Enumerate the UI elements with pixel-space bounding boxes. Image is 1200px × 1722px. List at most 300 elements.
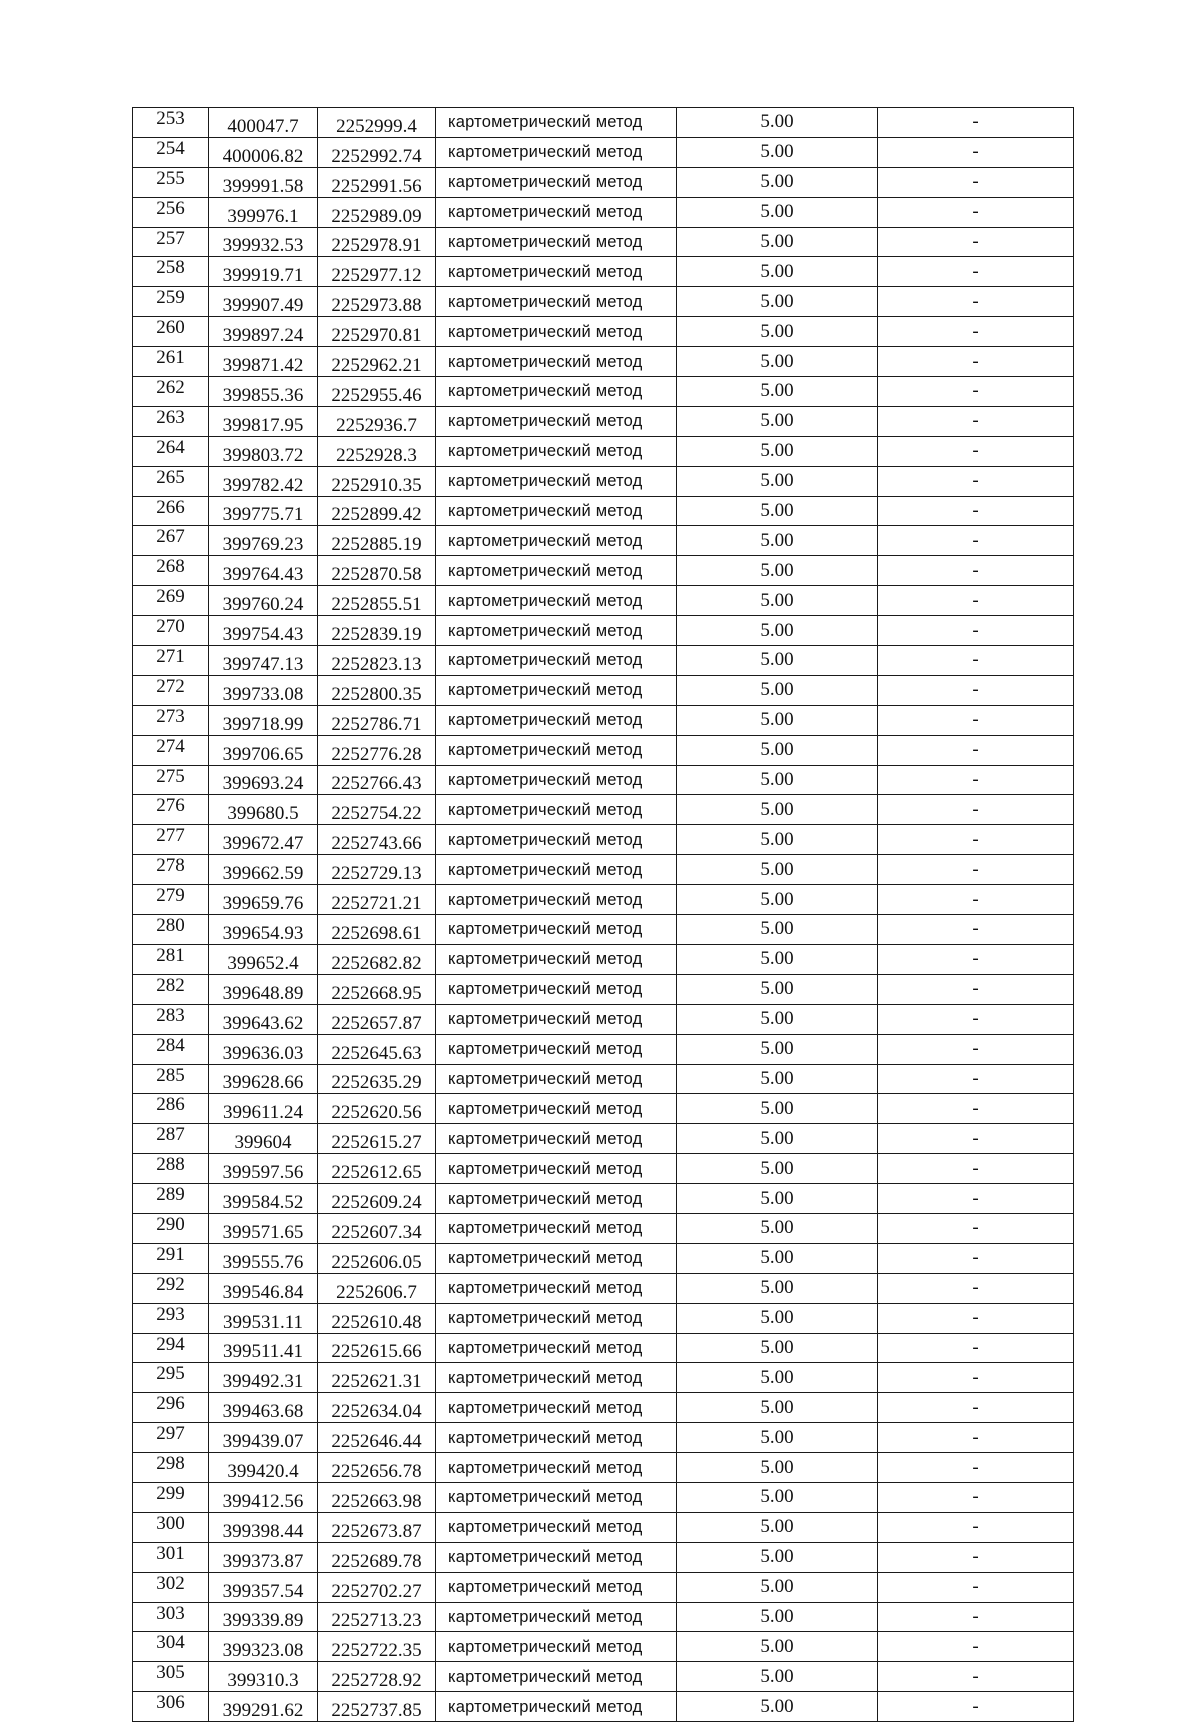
x-coordinate-cell: 399412.56 bbox=[209, 1482, 318, 1512]
point-number-cell: 306 bbox=[133, 1692, 209, 1722]
method-cell: картометрический метод bbox=[436, 167, 677, 197]
method-cell: картометрический метод bbox=[436, 1393, 677, 1423]
x-coordinate-cell: 399373.87 bbox=[209, 1542, 318, 1572]
table-row bbox=[133, 974, 1074, 1004]
description-cell: - bbox=[878, 885, 1074, 915]
method-cell: картометрический метод bbox=[436, 885, 677, 915]
y-coordinate-cell: 2252928.3 bbox=[318, 436, 436, 466]
method-cell: картометрический метод bbox=[436, 1184, 677, 1214]
method-cell: картометрический метод bbox=[436, 1572, 677, 1602]
point-number-cell: 290 bbox=[133, 1213, 209, 1243]
method-cell: картометрический метод bbox=[436, 1243, 677, 1273]
table-row bbox=[133, 1453, 1074, 1483]
point-number-cell: 269 bbox=[133, 586, 209, 616]
method-cell: картометрический метод bbox=[436, 1632, 677, 1662]
method-cell: картометрический метод bbox=[436, 825, 677, 855]
x-coordinate-cell: 399976.1 bbox=[209, 197, 318, 227]
method-cell: картометрический метод bbox=[436, 944, 677, 974]
accuracy-cell: 5.00 bbox=[677, 1393, 878, 1423]
point-number-cell: 292 bbox=[133, 1273, 209, 1303]
x-coordinate-cell: 399323.08 bbox=[209, 1632, 318, 1662]
description-cell: - bbox=[878, 347, 1074, 377]
x-coordinate-cell: 399571.65 bbox=[209, 1213, 318, 1243]
method-cell: картометрический метод bbox=[436, 526, 677, 556]
point-number-cell: 277 bbox=[133, 825, 209, 855]
method-cell: картометрический метод bbox=[436, 855, 677, 885]
table-row bbox=[133, 1602, 1074, 1632]
x-coordinate-cell: 399680.5 bbox=[209, 795, 318, 825]
point-number-cell: 288 bbox=[133, 1154, 209, 1184]
point-number-cell: 273 bbox=[133, 705, 209, 735]
accuracy-cell: 5.00 bbox=[677, 915, 878, 945]
y-coordinate-cell: 2252682.82 bbox=[318, 944, 436, 974]
accuracy-cell: 5.00 bbox=[677, 1243, 878, 1273]
y-coordinate-cell: 2252955.46 bbox=[318, 377, 436, 407]
point-number-cell: 291 bbox=[133, 1243, 209, 1273]
x-coordinate-cell: 399733.08 bbox=[209, 675, 318, 705]
accuracy-cell: 5.00 bbox=[677, 944, 878, 974]
description-cell: - bbox=[878, 1393, 1074, 1423]
x-coordinate-cell: 400047.7 bbox=[209, 108, 318, 138]
table-row bbox=[133, 167, 1074, 197]
accuracy-cell: 5.00 bbox=[677, 466, 878, 496]
description-cell: - bbox=[878, 735, 1074, 765]
description-cell: - bbox=[878, 1542, 1074, 1572]
x-coordinate-cell: 399919.71 bbox=[209, 257, 318, 287]
y-coordinate-cell: 2252973.88 bbox=[318, 287, 436, 317]
table-row bbox=[133, 1692, 1074, 1722]
table-row bbox=[133, 1662, 1074, 1692]
method-cell: картометрический метод bbox=[436, 1423, 677, 1453]
point-number-cell: 279 bbox=[133, 885, 209, 915]
y-coordinate-cell: 2252607.34 bbox=[318, 1213, 436, 1243]
method-cell: картометрический метод bbox=[436, 227, 677, 257]
point-number-cell: 294 bbox=[133, 1333, 209, 1363]
description-cell: - bbox=[878, 257, 1074, 287]
description-cell: - bbox=[878, 1572, 1074, 1602]
point-number-cell: 271 bbox=[133, 646, 209, 676]
y-coordinate-cell: 2252729.13 bbox=[318, 855, 436, 885]
method-cell: картометрический метод bbox=[436, 1064, 677, 1094]
accuracy-cell: 5.00 bbox=[677, 974, 878, 1004]
point-number-cell: 301 bbox=[133, 1542, 209, 1572]
method-cell: картометрический метод bbox=[436, 257, 677, 287]
accuracy-cell: 5.00 bbox=[677, 1303, 878, 1333]
table-row bbox=[133, 1273, 1074, 1303]
description-cell: - bbox=[878, 974, 1074, 1004]
y-coordinate-cell: 2252621.31 bbox=[318, 1363, 436, 1393]
description-cell: - bbox=[878, 586, 1074, 616]
table-row bbox=[133, 556, 1074, 586]
table-row bbox=[133, 1542, 1074, 1572]
point-number-cell: 304 bbox=[133, 1632, 209, 1662]
method-cell: картометрический метод bbox=[436, 974, 677, 1004]
x-coordinate-cell: 399339.89 bbox=[209, 1602, 318, 1632]
y-coordinate-cell: 2252656.78 bbox=[318, 1453, 436, 1483]
method-cell: картометрический метод bbox=[436, 1004, 677, 1034]
y-coordinate-cell: 2252702.27 bbox=[318, 1572, 436, 1602]
y-coordinate-cell: 2252977.12 bbox=[318, 257, 436, 287]
x-coordinate-cell: 399398.44 bbox=[209, 1512, 318, 1542]
method-cell: картометрический метод bbox=[436, 108, 677, 138]
point-number-cell: 303 bbox=[133, 1602, 209, 1632]
method-cell: картометрический метод bbox=[436, 795, 677, 825]
point-number-cell: 287 bbox=[133, 1124, 209, 1154]
description-cell: - bbox=[878, 1632, 1074, 1662]
y-coordinate-cell: 2252800.35 bbox=[318, 675, 436, 705]
y-coordinate-cell: 2252698.61 bbox=[318, 915, 436, 945]
table-row bbox=[133, 1632, 1074, 1662]
accuracy-cell: 5.00 bbox=[677, 1184, 878, 1214]
accuracy-cell: 5.00 bbox=[677, 287, 878, 317]
y-coordinate-cell: 2252673.87 bbox=[318, 1512, 436, 1542]
method-cell: картометрический метод bbox=[436, 1094, 677, 1124]
description-cell: - bbox=[878, 1004, 1074, 1034]
point-number-cell: 256 bbox=[133, 197, 209, 227]
accuracy-cell: 5.00 bbox=[677, 1154, 878, 1184]
point-number-cell: 263 bbox=[133, 406, 209, 436]
description-cell: - bbox=[878, 556, 1074, 586]
accuracy-cell: 5.00 bbox=[677, 1004, 878, 1034]
accuracy-cell: 5.00 bbox=[677, 1034, 878, 1064]
accuracy-cell: 5.00 bbox=[677, 257, 878, 287]
method-cell: картометрический метод bbox=[436, 1363, 677, 1393]
method-cell: картометрический метод bbox=[436, 1482, 677, 1512]
method-cell: картометрический метод bbox=[436, 1453, 677, 1483]
accuracy-cell: 5.00 bbox=[677, 137, 878, 167]
method-cell: картометрический метод bbox=[436, 675, 677, 705]
description-cell: - bbox=[878, 317, 1074, 347]
x-coordinate-cell: 399764.43 bbox=[209, 556, 318, 586]
method-cell: картометрический метод bbox=[436, 1602, 677, 1632]
point-number-cell: 272 bbox=[133, 675, 209, 705]
x-coordinate-cell: 399511.41 bbox=[209, 1333, 318, 1363]
x-coordinate-cell: 399871.42 bbox=[209, 347, 318, 377]
x-coordinate-cell: 399310.3 bbox=[209, 1662, 318, 1692]
point-number-cell: 302 bbox=[133, 1572, 209, 1602]
table-row bbox=[133, 616, 1074, 646]
table-row bbox=[133, 1094, 1074, 1124]
method-cell: картометрический метод bbox=[436, 496, 677, 526]
y-coordinate-cell: 2252766.43 bbox=[318, 765, 436, 795]
accuracy-cell: 5.00 bbox=[677, 586, 878, 616]
method-cell: картометрический метод bbox=[436, 735, 677, 765]
method-cell: картометрический метод bbox=[436, 406, 677, 436]
y-coordinate-cell: 2252620.56 bbox=[318, 1094, 436, 1124]
table-row bbox=[133, 1154, 1074, 1184]
point-number-cell: 280 bbox=[133, 915, 209, 945]
accuracy-cell: 5.00 bbox=[677, 496, 878, 526]
method-cell: картометрический метод bbox=[436, 1213, 677, 1243]
description-cell: - bbox=[878, 1034, 1074, 1064]
description-cell: - bbox=[878, 855, 1074, 885]
method-cell: картометрический метод bbox=[436, 347, 677, 377]
y-coordinate-cell: 2252609.24 bbox=[318, 1184, 436, 1214]
table-row bbox=[133, 855, 1074, 885]
accuracy-cell: 5.00 bbox=[677, 825, 878, 855]
method-cell: картометрический метод bbox=[436, 466, 677, 496]
table-row bbox=[133, 108, 1074, 138]
description-cell: - bbox=[878, 1333, 1074, 1363]
y-coordinate-cell: 2252646.44 bbox=[318, 1423, 436, 1453]
table-row bbox=[133, 227, 1074, 257]
point-number-cell: 270 bbox=[133, 616, 209, 646]
table-row bbox=[133, 436, 1074, 466]
y-coordinate-cell: 2252978.91 bbox=[318, 227, 436, 257]
x-coordinate-cell: 399643.62 bbox=[209, 1004, 318, 1034]
y-coordinate-cell: 2252999.4 bbox=[318, 108, 436, 138]
y-coordinate-cell: 2252737.85 bbox=[318, 1692, 436, 1722]
accuracy-cell: 5.00 bbox=[677, 556, 878, 586]
table-row bbox=[133, 1064, 1074, 1094]
x-coordinate-cell: 399628.66 bbox=[209, 1064, 318, 1094]
point-number-cell: 293 bbox=[133, 1303, 209, 1333]
y-coordinate-cell: 2252776.28 bbox=[318, 735, 436, 765]
point-number-cell: 264 bbox=[133, 436, 209, 466]
x-coordinate-cell: 399817.95 bbox=[209, 406, 318, 436]
table-row bbox=[133, 1393, 1074, 1423]
table-row bbox=[133, 287, 1074, 317]
table-row bbox=[133, 885, 1074, 915]
point-number-cell: 283 bbox=[133, 1004, 209, 1034]
table-row bbox=[133, 347, 1074, 377]
point-number-cell: 296 bbox=[133, 1393, 209, 1423]
method-cell: картометрический метод bbox=[436, 1124, 677, 1154]
point-number-cell: 286 bbox=[133, 1094, 209, 1124]
accuracy-cell: 5.00 bbox=[677, 1064, 878, 1094]
point-number-cell: 268 bbox=[133, 556, 209, 586]
point-number-cell: 267 bbox=[133, 526, 209, 556]
description-cell: - bbox=[878, 496, 1074, 526]
table-row bbox=[133, 765, 1074, 795]
table-row bbox=[133, 1303, 1074, 1333]
accuracy-cell: 5.00 bbox=[677, 1662, 878, 1692]
y-coordinate-cell: 2252839.19 bbox=[318, 616, 436, 646]
y-coordinate-cell: 2252689.78 bbox=[318, 1542, 436, 1572]
x-coordinate-cell: 399932.53 bbox=[209, 227, 318, 257]
point-number-cell: 262 bbox=[133, 377, 209, 407]
description-cell: - bbox=[878, 1692, 1074, 1722]
method-cell: картометрический метод bbox=[436, 1662, 677, 1692]
description-cell: - bbox=[878, 1124, 1074, 1154]
y-coordinate-cell: 2252992.74 bbox=[318, 137, 436, 167]
y-coordinate-cell: 2252645.63 bbox=[318, 1034, 436, 1064]
method-cell: картометрический метод bbox=[436, 1034, 677, 1064]
description-cell: - bbox=[878, 1184, 1074, 1214]
point-number-cell: 259 bbox=[133, 287, 209, 317]
accuracy-cell: 5.00 bbox=[677, 646, 878, 676]
x-coordinate-cell: 399654.93 bbox=[209, 915, 318, 945]
description-cell: - bbox=[878, 825, 1074, 855]
description-cell: - bbox=[878, 1453, 1074, 1483]
point-number-cell: 255 bbox=[133, 167, 209, 197]
accuracy-cell: 5.00 bbox=[677, 1542, 878, 1572]
description-cell: - bbox=[878, 765, 1074, 795]
point-number-cell: 266 bbox=[133, 496, 209, 526]
x-coordinate-cell: 400006.82 bbox=[209, 137, 318, 167]
accuracy-cell: 5.00 bbox=[677, 1692, 878, 1722]
x-coordinate-cell: 399672.47 bbox=[209, 825, 318, 855]
table-row bbox=[133, 257, 1074, 287]
description-cell: - bbox=[878, 1602, 1074, 1632]
description-cell: - bbox=[878, 915, 1074, 945]
point-number-cell: 253 bbox=[133, 108, 209, 138]
accuracy-cell: 5.00 bbox=[677, 616, 878, 646]
method-cell: картометрический метод bbox=[436, 765, 677, 795]
method-cell: картометрический метод bbox=[436, 137, 677, 167]
x-coordinate-cell: 399855.36 bbox=[209, 377, 318, 407]
description-cell: - bbox=[878, 377, 1074, 407]
method-cell: картометрический метод bbox=[436, 1692, 677, 1722]
coordinates-table bbox=[132, 107, 1074, 1722]
y-coordinate-cell: 2252663.98 bbox=[318, 1482, 436, 1512]
accuracy-cell: 5.00 bbox=[677, 167, 878, 197]
x-coordinate-cell: 399659.76 bbox=[209, 885, 318, 915]
method-cell: картометрический метод bbox=[436, 287, 677, 317]
y-coordinate-cell: 2252713.23 bbox=[318, 1602, 436, 1632]
table-row bbox=[133, 1034, 1074, 1064]
description-cell: - bbox=[878, 108, 1074, 138]
point-number-cell: 281 bbox=[133, 944, 209, 974]
description-cell: - bbox=[878, 227, 1074, 257]
method-cell: картометрический метод bbox=[436, 915, 677, 945]
accuracy-cell: 5.00 bbox=[677, 1632, 878, 1662]
accuracy-cell: 5.00 bbox=[677, 1124, 878, 1154]
x-coordinate-cell: 399907.49 bbox=[209, 287, 318, 317]
x-coordinate-cell: 399604 bbox=[209, 1124, 318, 1154]
accuracy-cell: 5.00 bbox=[677, 735, 878, 765]
table-row bbox=[133, 317, 1074, 347]
y-coordinate-cell: 2252786.71 bbox=[318, 705, 436, 735]
method-cell: картометрический метод bbox=[436, 377, 677, 407]
y-coordinate-cell: 2252991.56 bbox=[318, 167, 436, 197]
x-coordinate-cell: 399546.84 bbox=[209, 1273, 318, 1303]
point-number-cell: 274 bbox=[133, 735, 209, 765]
y-coordinate-cell: 2252606.05 bbox=[318, 1243, 436, 1273]
method-cell: картометрический метод bbox=[436, 616, 677, 646]
accuracy-cell: 5.00 bbox=[677, 1572, 878, 1602]
point-number-cell: 257 bbox=[133, 227, 209, 257]
method-cell: картометрический метод bbox=[436, 317, 677, 347]
table-row bbox=[133, 496, 1074, 526]
y-coordinate-cell: 2252743.66 bbox=[318, 825, 436, 855]
point-number-cell: 305 bbox=[133, 1662, 209, 1692]
accuracy-cell: 5.00 bbox=[677, 377, 878, 407]
x-coordinate-cell: 399463.68 bbox=[209, 1393, 318, 1423]
method-cell: картометрический метод bbox=[436, 1512, 677, 1542]
point-number-cell: 284 bbox=[133, 1034, 209, 1064]
x-coordinate-cell: 399439.07 bbox=[209, 1423, 318, 1453]
accuracy-cell: 5.00 bbox=[677, 675, 878, 705]
method-cell: картометрический метод bbox=[436, 556, 677, 586]
method-cell: картометрический метод bbox=[436, 705, 677, 735]
table-row bbox=[133, 526, 1074, 556]
x-coordinate-cell: 399636.03 bbox=[209, 1034, 318, 1064]
table-row bbox=[133, 735, 1074, 765]
description-cell: - bbox=[878, 616, 1074, 646]
point-number-cell: 289 bbox=[133, 1184, 209, 1214]
description-cell: - bbox=[878, 1303, 1074, 1333]
accuracy-cell: 5.00 bbox=[677, 1602, 878, 1632]
y-coordinate-cell: 2252970.81 bbox=[318, 317, 436, 347]
table-row bbox=[133, 675, 1074, 705]
x-coordinate-cell: 399775.71 bbox=[209, 496, 318, 526]
x-coordinate-cell: 399652.4 bbox=[209, 944, 318, 974]
accuracy-cell: 5.00 bbox=[677, 1423, 878, 1453]
y-coordinate-cell: 2252855.51 bbox=[318, 586, 436, 616]
x-coordinate-cell: 399492.31 bbox=[209, 1363, 318, 1393]
point-number-cell: 285 bbox=[133, 1064, 209, 1094]
accuracy-cell: 5.00 bbox=[677, 526, 878, 556]
description-cell: - bbox=[878, 1213, 1074, 1243]
accuracy-cell: 5.00 bbox=[677, 317, 878, 347]
description-cell: - bbox=[878, 526, 1074, 556]
point-number-cell: 297 bbox=[133, 1423, 209, 1453]
table-row bbox=[133, 1363, 1074, 1393]
method-cell: картометрический метод bbox=[436, 586, 677, 616]
table-row bbox=[133, 646, 1074, 676]
y-coordinate-cell: 2252635.29 bbox=[318, 1064, 436, 1094]
y-coordinate-cell: 2252615.66 bbox=[318, 1333, 436, 1363]
description-cell: - bbox=[878, 137, 1074, 167]
y-coordinate-cell: 2252606.7 bbox=[318, 1273, 436, 1303]
y-coordinate-cell: 2252634.04 bbox=[318, 1393, 436, 1423]
description-cell: - bbox=[878, 1154, 1074, 1184]
table-row bbox=[133, 406, 1074, 436]
description-cell: - bbox=[878, 944, 1074, 974]
table-row bbox=[133, 1423, 1074, 1453]
table-row bbox=[133, 825, 1074, 855]
y-coordinate-cell: 2252870.58 bbox=[318, 556, 436, 586]
point-number-cell: 254 bbox=[133, 137, 209, 167]
description-cell: - bbox=[878, 1363, 1074, 1393]
description-cell: - bbox=[878, 1243, 1074, 1273]
table-row bbox=[133, 1004, 1074, 1034]
accuracy-cell: 5.00 bbox=[677, 1482, 878, 1512]
description-cell: - bbox=[878, 1482, 1074, 1512]
accuracy-cell: 5.00 bbox=[677, 885, 878, 915]
x-coordinate-cell: 399706.65 bbox=[209, 735, 318, 765]
x-coordinate-cell: 399584.52 bbox=[209, 1184, 318, 1214]
description-cell: - bbox=[878, 705, 1074, 735]
x-coordinate-cell: 399747.13 bbox=[209, 646, 318, 676]
method-cell: картометрический метод bbox=[436, 1273, 677, 1303]
point-number-cell: 261 bbox=[133, 347, 209, 377]
point-number-cell: 276 bbox=[133, 795, 209, 825]
x-coordinate-cell: 399531.11 bbox=[209, 1303, 318, 1333]
description-cell: - bbox=[878, 1662, 1074, 1692]
accuracy-cell: 5.00 bbox=[677, 1273, 878, 1303]
table-row bbox=[133, 377, 1074, 407]
table-row bbox=[133, 1482, 1074, 1512]
y-coordinate-cell: 2252936.7 bbox=[318, 406, 436, 436]
description-cell: - bbox=[878, 466, 1074, 496]
accuracy-cell: 5.00 bbox=[677, 1512, 878, 1542]
table-row bbox=[133, 795, 1074, 825]
table-row bbox=[133, 705, 1074, 735]
point-number-cell: 260 bbox=[133, 317, 209, 347]
description-cell: - bbox=[878, 167, 1074, 197]
x-coordinate-cell: 399754.43 bbox=[209, 616, 318, 646]
y-coordinate-cell: 2252899.42 bbox=[318, 496, 436, 526]
table-row bbox=[133, 1124, 1074, 1154]
description-cell: - bbox=[878, 197, 1074, 227]
y-coordinate-cell: 2252721.21 bbox=[318, 885, 436, 915]
method-cell: картометрический метод bbox=[436, 1542, 677, 1572]
point-number-cell: 278 bbox=[133, 855, 209, 885]
y-coordinate-cell: 2252615.27 bbox=[318, 1124, 436, 1154]
point-number-cell: 299 bbox=[133, 1482, 209, 1512]
